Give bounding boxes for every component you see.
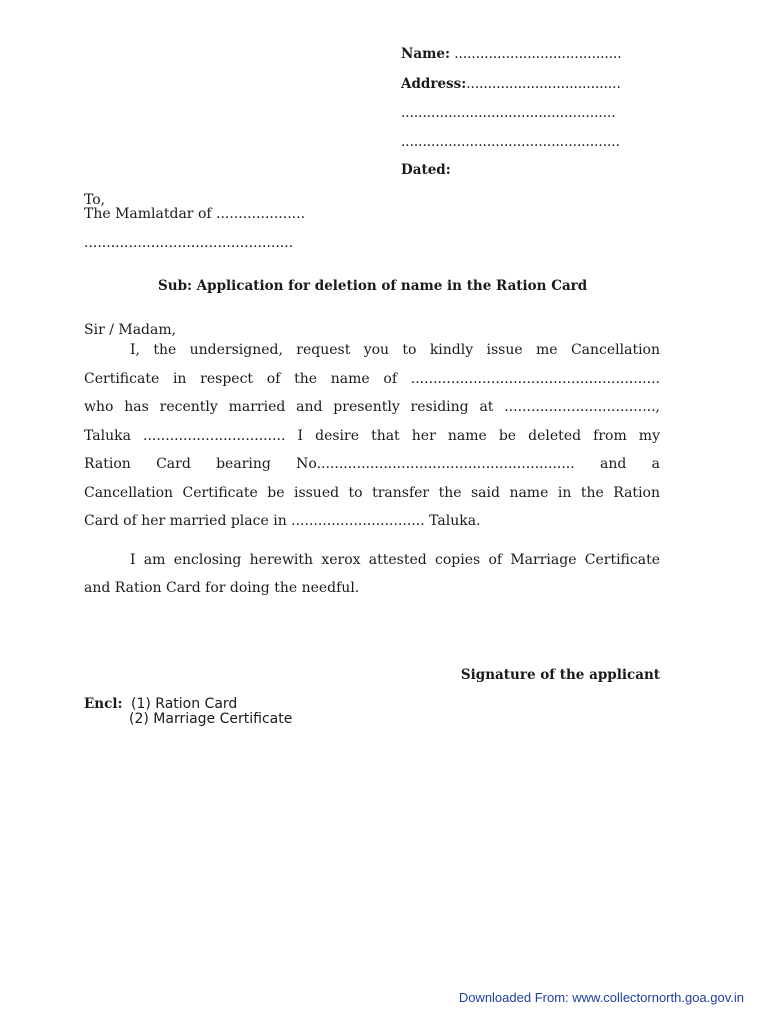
addressee-line-2: ............................................... [84,235,294,251]
address-label: Address: [401,76,467,92]
name-label: Name: [401,46,450,62]
body-line: I, the undersigned, request you to kindly issue me Cancellation [130,342,660,358]
body-line: Ration Card bearing No.......................................................... and a [84,456,660,472]
enclosure-item: (1) Ration Card [131,696,238,712]
subject-line: Sub: Application for deletion of name in the Ration Card [158,278,588,294]
body-line: Card of her married place in .............................. Taluka. [84,513,481,529]
salutation: Sir / Madam, [84,322,177,338]
address-line-2: .................................................. [401,105,616,121]
address-value: .................................... [466,76,621,92]
enclosures-label: Encl: [84,696,123,712]
body-line: who has recently married and presently residing at .................................., [84,399,660,415]
footer-source-link[interactable]: Downloaded From: www.collectornorth.goa.gov.in [458,990,744,1005]
body-line: I am enclosing herewith xerox attested copies of Marriage Certificate [130,552,660,568]
addressee-line-1: The Mamlatdar of .................... [84,206,306,222]
body-line: and Ration Card for doing the needful. [84,580,360,596]
to-label: To, [84,192,106,208]
dated-label: Dated: [401,162,451,178]
body-line: Cancellation Certificate be issued to transfer the said name in the Ration [84,485,660,501]
address-field [401,76,621,92]
name-value: ....................................... [449,46,622,62]
signature-label: Signature of the applicant [460,667,660,683]
enclosure-item: (2) Marriage Certificate [129,711,293,727]
address-line-3: ................................................... [401,134,620,150]
body-line: Certificate in respect of the name of ........................................................ [84,371,660,387]
body-line: Taluka ................................ I desire that her name be deleted from my [84,428,660,444]
name-field [401,46,622,62]
